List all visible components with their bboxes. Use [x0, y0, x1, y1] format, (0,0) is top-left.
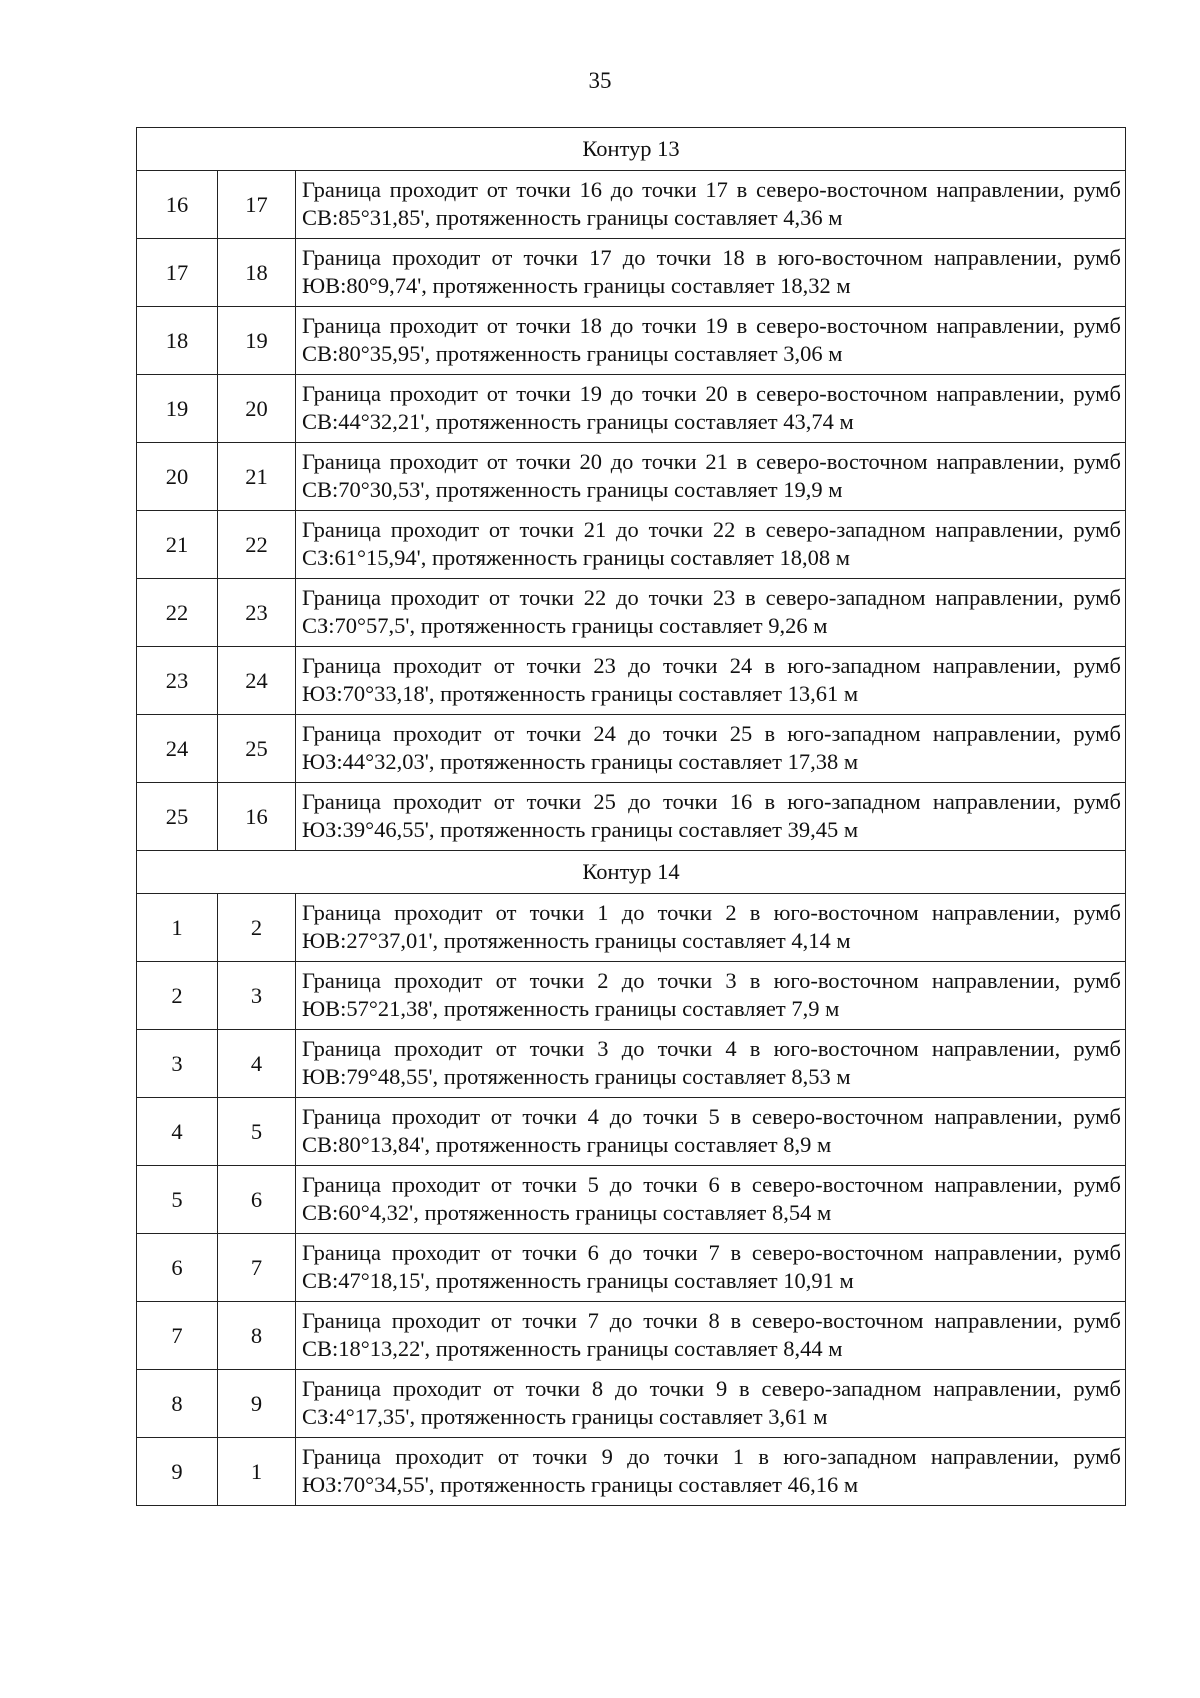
boundary-description-text: Граница проходит от точки 7 до точки 8 в северо-восточном направлении, румб СВ:18°13,22', протяженность границы составляет 8,44 м — [302, 1308, 1121, 1361]
table-row — [137, 962, 1126, 1030]
point-from: 2 — [137, 962, 218, 1030]
point-from: 19 — [137, 375, 218, 443]
boundary-description — [296, 1302, 1126, 1370]
boundary-description — [296, 783, 1126, 851]
boundary-description-text: Граница проходит от точки 9 до точки 1 в юго-западном направлении, румб ЮЗ:70°34,55', протяженность границы составляет 46,16 м — [302, 1444, 1121, 1497]
point-to: 20 — [218, 375, 296, 443]
point-from: 5 — [137, 1166, 218, 1234]
point-to: 18 — [218, 239, 296, 307]
page-number: 35 — [588, 68, 612, 93]
boundary-description-text: Граница проходит от точки 2 до точки 3 в юго-восточном направлении, румб ЮВ:57°21,38', протяженность границы составляет 7,9 м — [302, 968, 1121, 1021]
point-from: 18 — [137, 307, 218, 375]
table-row — [137, 1302, 1126, 1370]
boundary-description — [296, 443, 1126, 511]
point-from: 24 — [137, 715, 218, 783]
boundary-description-text: Граница проходит от точки 4 до точки 5 в северо-восточном направлении, румб СВ:80°13,84', протяженность границы составляет 8,9 м — [302, 1104, 1121, 1157]
table-row — [137, 715, 1126, 783]
table-row — [137, 171, 1126, 239]
boundary-description-text: Граница проходит от точки 19 до точки 20 в северо-восточном направлении, румб СВ:44°32,21', протяженность границы составляет 43,74 м — [302, 381, 1121, 434]
boundary-description — [296, 1370, 1126, 1438]
boundary-description — [296, 239, 1126, 307]
table-row — [137, 375, 1126, 443]
point-from: 25 — [137, 783, 218, 851]
point-to: 7 — [218, 1234, 296, 1302]
boundary-description — [296, 1098, 1126, 1166]
point-from: 6 — [137, 1234, 218, 1302]
point-from: 16 — [137, 171, 218, 239]
boundary-description — [296, 715, 1126, 783]
boundary-description-text: Граница проходит от точки 17 до точки 18 в юго-восточном направлении, румб ЮВ:80°9,74', протяженность границы составляет 18,32 м — [302, 245, 1121, 298]
point-from: 4 — [137, 1098, 218, 1166]
boundary-table — [136, 127, 1126, 1506]
table-row — [137, 1438, 1126, 1506]
boundary-description-text: Граница проходит от точки 21 до точки 22 в северо-западном направлении, румб СЗ:61°15,94', протяженность границы составляет 18,08 м — [302, 517, 1121, 570]
boundary-description — [296, 1234, 1126, 1302]
point-to: 25 — [218, 715, 296, 783]
point-from: 22 — [137, 579, 218, 647]
table-row — [137, 443, 1126, 511]
table-row — [137, 647, 1126, 715]
boundary-description — [296, 511, 1126, 579]
point-to: 6 — [218, 1166, 296, 1234]
boundary-description — [296, 171, 1126, 239]
point-from: 23 — [137, 647, 218, 715]
boundary-description-text: Граница проходит от точки 1 до точки 2 в юго-восточном направлении, румб ЮВ:27°37,01', протяженность границы составляет 4,14 м — [302, 900, 1121, 953]
table-row — [137, 239, 1126, 307]
point-from: 3 — [137, 1030, 218, 1098]
point-from: 21 — [137, 511, 218, 579]
boundary-description — [296, 307, 1126, 375]
point-to: 5 — [218, 1098, 296, 1166]
boundary-description-text: Граница проходит от точки 18 до точки 19 в северо-восточном направлении, румб СВ:80°35,95', протяженность границы составляет 3,06 м — [302, 313, 1121, 366]
table-row — [137, 511, 1126, 579]
point-to: 8 — [218, 1302, 296, 1370]
point-to: 24 — [218, 647, 296, 715]
point-to: 19 — [218, 307, 296, 375]
contour-title: Контур 13 — [137, 128, 1126, 171]
boundary-description — [296, 894, 1126, 962]
table-body — [137, 128, 1126, 1506]
point-to: 9 — [218, 1370, 296, 1438]
point-to: 4 — [218, 1030, 296, 1098]
boundary-description — [296, 1166, 1126, 1234]
boundary-description-text: Граница проходит от точки 6 до точки 7 в северо-восточном направлении, румб СВ:47°18,15', протяженность границы составляет 10,91 м — [302, 1240, 1121, 1293]
boundary-description-text: Граница проходит от точки 22 до точки 23 в северо-западном направлении, румб СЗ:70°57,5', протяженность границы составляет 9,26 м — [302, 585, 1121, 638]
point-to: 16 — [218, 783, 296, 851]
table-row — [137, 1166, 1126, 1234]
contour-title: Контур 14 — [137, 851, 1126, 894]
boundary-description — [296, 647, 1126, 715]
boundary-description — [296, 1030, 1126, 1098]
point-to: 21 — [218, 443, 296, 511]
boundary-description-text: Граница проходит от точки 5 до точки 6 в северо-восточном направлении, румб СВ:60°4,32', протяженность границы составляет 8,54 м — [302, 1172, 1121, 1225]
point-to: 1 — [218, 1438, 296, 1506]
table-row — [137, 783, 1126, 851]
boundary-description — [296, 579, 1126, 647]
point-to: 22 — [218, 511, 296, 579]
table-row — [137, 1370, 1126, 1438]
boundary-description — [296, 375, 1126, 443]
boundary-description-text: Граница проходит от точки 20 до точки 21 в северо-восточном направлении, румб СВ:70°30,53', протяженность границы составляет 19,9 м — [302, 449, 1121, 502]
point-from: 9 — [137, 1438, 218, 1506]
boundary-description — [296, 962, 1126, 1030]
boundary-description-text: Граница проходит от точки 25 до точки 16 в юго-западном направлении, румб ЮЗ:39°46,55', протяженность границы составляет 39,45 м — [302, 789, 1121, 842]
table-row — [137, 1234, 1126, 1302]
boundary-description-text: Граница проходит от точки 8 до точки 9 в северо-западном направлении, румб СЗ:4°17,35', протяженность границы составляет 3,61 м — [302, 1376, 1121, 1429]
contour-header-row — [137, 128, 1126, 171]
boundary-description-text: Граница проходит от точки 16 до точки 17 в северо-восточном направлении, румб СВ:85°31,85', протяженность границы составляет 4,36 м — [302, 177, 1121, 230]
boundary-description — [296, 1438, 1126, 1506]
table-row — [137, 1030, 1126, 1098]
point-from: 1 — [137, 894, 218, 962]
point-from: 20 — [137, 443, 218, 511]
point-from: 7 — [137, 1302, 218, 1370]
table-row — [137, 1098, 1126, 1166]
table-row — [137, 579, 1126, 647]
point-from: 17 — [137, 239, 218, 307]
boundary-description-text: Граница проходит от точки 24 до точки 25 в юго-западном направлении, румб ЮЗ:44°32,03', протяженность границы составляет 17,38 м — [302, 721, 1121, 774]
boundary-description-text: Граница проходит от точки 3 до точки 4 в юго-восточном направлении, румб ЮВ:79°48,55', протяженность границы составляет 8,53 м — [302, 1036, 1121, 1089]
point-from: 8 — [137, 1370, 218, 1438]
boundary-description-text: Граница проходит от точки 23 до точки 24 в юго-западном направлении, румб ЮЗ:70°33,18', протяженность границы составляет 13,61 м — [302, 653, 1121, 706]
table-row — [137, 307, 1126, 375]
point-to: 2 — [218, 894, 296, 962]
point-to: 23 — [218, 579, 296, 647]
contour-header-row — [137, 851, 1126, 894]
point-to: 17 — [218, 171, 296, 239]
table-row — [137, 894, 1126, 962]
point-to: 3 — [218, 962, 296, 1030]
